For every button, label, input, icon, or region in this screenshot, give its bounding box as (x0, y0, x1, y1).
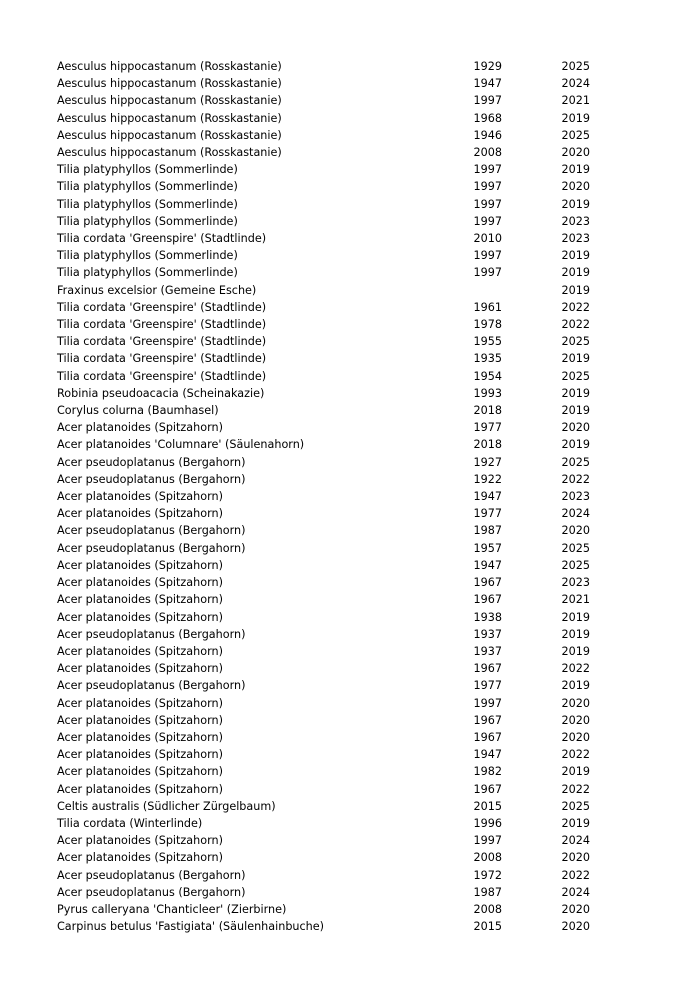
table-row (57, 333, 590, 350)
cell-checked-year: 2023 (561, 576, 590, 590)
cell-species: Acer platanoides (Spitzahorn) (57, 593, 223, 607)
cell-species: Aesculus hippocastanum (Rosskastanie) (57, 146, 282, 160)
cell-checked-year: 2020 (561, 146, 590, 160)
cell-species: Acer platanoides (Spitzahorn) (57, 490, 223, 504)
cell-species: Acer platanoides 'Columnare' (Säulenahorn) (57, 438, 305, 452)
cell-planted-year: 1967 (473, 576, 502, 590)
cell-checked-year: 2025 (561, 541, 590, 555)
table-row (57, 746, 590, 763)
cell-planted-year: 1997 (473, 94, 502, 108)
cell-species: Acer pseudoplatanus (Bergahorn) (57, 885, 246, 899)
cell-checked-year: 2019 (561, 197, 590, 211)
cell-planted-year: 2008 (473, 902, 502, 916)
cell-planted-year: 1997 (473, 163, 502, 177)
cell-checked-year: 2019 (561, 438, 590, 452)
cell-checked-year: 2020 (561, 730, 590, 744)
cell-species: Acer platanoides (Spitzahorn) (57, 696, 223, 710)
cell-checked-year: 2024 (561, 834, 590, 848)
cell-checked-year: 2022 (561, 300, 590, 314)
table-row (57, 712, 590, 729)
table-row (57, 127, 590, 144)
cell-checked-year: 2019 (561, 765, 590, 779)
cell-species: Corylus colurna (Baumhasel) (57, 404, 219, 418)
table-row (57, 178, 590, 195)
cell-checked-year: 2022 (561, 662, 590, 676)
cell-checked-year: 2019 (561, 644, 590, 658)
cell-species: Acer pseudoplatanus (Bergahorn) (57, 679, 246, 693)
cell-checked-year: 2025 (561, 369, 590, 383)
table-row (57, 729, 590, 746)
cell-planted-year: 1947 (473, 490, 502, 504)
table-row (57, 350, 590, 367)
table-row (57, 144, 590, 161)
cell-planted-year: 1977 (473, 421, 502, 435)
cell-planted-year: 1997 (473, 834, 502, 848)
cell-checked-year: 2019 (561, 627, 590, 641)
cell-checked-year: 2022 (561, 868, 590, 882)
table-row (57, 213, 590, 230)
table-row (57, 282, 590, 299)
cell-checked-year: 2023 (561, 214, 590, 228)
table-row (57, 247, 590, 264)
cell-planted-year: 1927 (473, 455, 502, 469)
cell-planted-year: 2015 (473, 920, 502, 934)
table-row (57, 763, 590, 780)
cell-checked-year: 2019 (561, 679, 590, 693)
cell-species: Aesculus hippocastanum (Rosskastanie) (57, 111, 282, 125)
cell-species: Acer platanoides (Spitzahorn) (57, 834, 223, 848)
table-row (57, 264, 590, 281)
cell-species: Acer platanoides (Spitzahorn) (57, 765, 223, 779)
cell-planted-year: 1922 (473, 472, 502, 486)
cell-planted-year: 1935 (473, 352, 502, 366)
cell-planted-year: 1947 (473, 77, 502, 91)
cell-species: Acer platanoides (Spitzahorn) (57, 713, 223, 727)
table-row (57, 471, 590, 488)
cell-species: Acer platanoides (Spitzahorn) (57, 782, 223, 796)
cell-planted-year: 1947 (473, 748, 502, 762)
cell-species: Aesculus hippocastanum (Rosskastanie) (57, 77, 282, 91)
cell-planted-year: 1967 (473, 730, 502, 744)
table-row (57, 901, 590, 918)
cell-checked-year: 2019 (561, 610, 590, 624)
cell-species: Tilia platyphyllos (Sommerlinde) (57, 197, 238, 211)
cell-species: Tilia platyphyllos (Sommerlinde) (57, 180, 238, 194)
cell-species: Acer platanoides (Spitzahorn) (57, 576, 223, 590)
cell-planted-year (407, 282, 502, 299)
cell-planted-year: 1997 (473, 214, 502, 228)
table-body (57, 58, 590, 935)
cell-checked-year: 2022 (561, 472, 590, 486)
cell-planted-year: 1977 (473, 679, 502, 693)
cell-checked-year: 2022 (561, 782, 590, 796)
cell-species: Tilia cordata 'Greenspire' (Stadtlinde) (57, 300, 267, 314)
cell-species: Acer pseudoplatanus (Bergahorn) (57, 472, 246, 486)
table-row (57, 574, 590, 591)
table-row (57, 385, 590, 402)
cell-checked-year: 2019 (561, 404, 590, 418)
cell-species: Aesculus hippocastanum (Rosskastanie) (57, 60, 282, 73)
cell-planted-year: 1978 (473, 318, 502, 332)
cell-planted-year: 1967 (473, 782, 502, 796)
table-row (57, 643, 590, 660)
cell-species: Acer platanoides (Spitzahorn) (57, 644, 223, 658)
table-row (57, 815, 590, 832)
cell-species: Acer pseudoplatanus (Bergahorn) (57, 541, 246, 555)
cell-checked-year: 2020 (561, 920, 590, 934)
cell-planted-year: 2015 (473, 799, 502, 813)
table-row (57, 884, 590, 901)
cell-planted-year: 1996 (473, 816, 502, 830)
table-row (57, 677, 590, 694)
cell-checked-year: 2025 (561, 128, 590, 142)
cell-species: Tilia cordata 'Greenspire' (Stadtlinde) (57, 318, 267, 332)
cell-planted-year: 2008 (473, 146, 502, 160)
table-row (57, 161, 590, 178)
cell-species: Tilia platyphyllos (Sommerlinde) (57, 163, 238, 177)
cell-checked-year: 2020 (561, 902, 590, 916)
table-row (57, 505, 590, 522)
cell-species: Aesculus hippocastanum (Rosskastanie) (57, 128, 282, 142)
cell-species: Acer platanoides (Spitzahorn) (57, 610, 223, 624)
cell-planted-year: 1937 (473, 644, 502, 658)
table-row (57, 591, 590, 608)
cell-checked-year: 2025 (561, 335, 590, 349)
cell-checked-year: 2019 (561, 283, 590, 297)
cell-planted-year: 2018 (473, 438, 502, 452)
cell-planted-year: 1982 (473, 765, 502, 779)
cell-checked-year: 2025 (561, 60, 590, 73)
cell-planted-year: 1937 (473, 627, 502, 641)
table-row (57, 626, 590, 643)
table-row (57, 798, 590, 815)
cell-planted-year: 1955 (473, 335, 502, 349)
cell-checked-year: 2022 (561, 748, 590, 762)
cell-checked-year: 2025 (561, 455, 590, 469)
cell-species: Acer platanoides (Spitzahorn) (57, 730, 223, 744)
cell-species: Tilia platyphyllos (Sommerlinde) (57, 249, 238, 263)
table-row (57, 368, 590, 385)
cell-species: Aesculus hippocastanum (Rosskastanie) (57, 94, 282, 108)
cell-species: Tilia cordata 'Greenspire' (Stadtlinde) (57, 335, 267, 349)
cell-checked-year: 2020 (561, 524, 590, 538)
cell-checked-year: 2019 (561, 266, 590, 280)
cell-species: Tilia platyphyllos (Sommerlinde) (57, 214, 238, 228)
cell-checked-year: 2024 (561, 885, 590, 899)
cell-planted-year: 1946 (473, 128, 502, 142)
cell-species: Acer pseudoplatanus (Bergahorn) (57, 524, 246, 538)
cell-species: Acer pseudoplatanus (Bergahorn) (57, 627, 246, 641)
cell-checked-year: 2024 (561, 507, 590, 521)
cell-species: Acer platanoides (Spitzahorn) (57, 507, 223, 521)
table-row (57, 196, 590, 213)
table-row (57, 609, 590, 626)
cell-checked-year: 2019 (561, 816, 590, 830)
tree-inventory-table (57, 58, 590, 935)
table-row (57, 110, 590, 127)
cell-planted-year: 1993 (473, 386, 502, 400)
cell-checked-year: 2022 (561, 318, 590, 332)
cell-checked-year: 2025 (561, 799, 590, 813)
cell-checked-year: 2019 (561, 163, 590, 177)
cell-checked-year: 2021 (561, 593, 590, 607)
cell-species: Acer platanoides (Spitzahorn) (57, 748, 223, 762)
cell-planted-year: 1929 (473, 60, 502, 73)
cell-planted-year: 1967 (473, 713, 502, 727)
table-row (57, 436, 590, 453)
cell-planted-year: 1957 (473, 541, 502, 555)
cell-checked-year: 2021 (561, 94, 590, 108)
cell-planted-year: 2018 (473, 404, 502, 418)
table-row (57, 75, 590, 92)
table-row (57, 557, 590, 574)
cell-species: Tilia platyphyllos (Sommerlinde) (57, 266, 238, 280)
table-row (57, 488, 590, 505)
cell-species: Pyrus calleryana 'Chanticleer' (Zierbirne) (57, 902, 287, 916)
cell-species: Robinia pseudoacacia (Scheinakazie) (57, 386, 265, 400)
cell-checked-year: 2019 (561, 249, 590, 263)
table-row (57, 92, 590, 109)
cell-species: Tilia cordata (Winterlinde) (57, 816, 203, 830)
cell-checked-year: 2019 (561, 386, 590, 400)
cell-species: Acer pseudoplatanus (Bergahorn) (57, 868, 246, 882)
cell-planted-year: 1987 (473, 524, 502, 538)
cell-species: Celtis australis (Südlicher Zürgelbaum) (57, 799, 276, 813)
cell-planted-year: 1972 (473, 868, 502, 882)
cell-species: Acer platanoides (Spitzahorn) (57, 421, 223, 435)
table-row (57, 849, 590, 866)
cell-planted-year: 1967 (473, 593, 502, 607)
cell-species: Tilia cordata 'Greenspire' (Stadtlinde) (57, 369, 267, 383)
cell-planted-year: 1968 (473, 111, 502, 125)
cell-planted-year: 1997 (473, 197, 502, 211)
cell-planted-year: 1997 (473, 180, 502, 194)
table-row (57, 230, 590, 247)
cell-species: Tilia cordata 'Greenspire' (Stadtlinde) (57, 352, 267, 366)
cell-species: Carpinus betulus 'Fastigiata' (Säulenhainbuche) (57, 920, 325, 934)
cell-planted-year: 1967 (473, 662, 502, 676)
cell-checked-year: 2024 (561, 77, 590, 91)
cell-planted-year: 1938 (473, 610, 502, 624)
table-row (57, 832, 590, 849)
table-row (57, 695, 590, 712)
cell-planted-year: 1997 (473, 249, 502, 263)
table-row (57, 419, 590, 436)
cell-species: Tilia cordata 'Greenspire' (Stadtlinde) (57, 232, 267, 246)
table-row (57, 540, 590, 557)
cell-species: Acer platanoides (Spitzahorn) (57, 851, 223, 865)
table-row (57, 918, 590, 935)
table-row (57, 781, 590, 798)
cell-checked-year: 2020 (561, 851, 590, 865)
cell-species: Acer pseudoplatanus (Bergahorn) (57, 455, 246, 469)
cell-checked-year: 2020 (561, 696, 590, 710)
table-row (57, 867, 590, 884)
table-row (57, 660, 590, 677)
cell-species: Acer platanoides (Spitzahorn) (57, 558, 223, 572)
cell-planted-year: 1987 (473, 885, 502, 899)
table-row (57, 522, 590, 539)
cell-planted-year: 1954 (473, 369, 502, 383)
cell-planted-year: 1961 (473, 300, 502, 314)
cell-planted-year: 1977 (473, 507, 502, 521)
table-row (57, 299, 590, 316)
cell-checked-year: 2020 (561, 421, 590, 435)
table-row (57, 402, 590, 419)
table-row (57, 58, 590, 75)
cell-checked-year: 2020 (561, 180, 590, 194)
table-row (57, 454, 590, 471)
cell-checked-year: 2023 (561, 232, 590, 246)
cell-species: Fraxinus excelsior (Gemeine Esche) (57, 283, 257, 297)
cell-checked-year: 2020 (561, 713, 590, 727)
cell-planted-year: 1997 (473, 696, 502, 710)
cell-checked-year: 2019 (561, 352, 590, 366)
cell-planted-year: 1997 (473, 266, 502, 280)
cell-checked-year: 2023 (561, 490, 590, 504)
cell-species: Acer platanoides (Spitzahorn) (57, 662, 223, 676)
table-row (57, 316, 590, 333)
cell-checked-year: 2019 (561, 111, 590, 125)
cell-planted-year: 2010 (473, 232, 502, 246)
cell-checked-year: 2025 (561, 558, 590, 572)
cell-planted-year: 1947 (473, 558, 502, 572)
cell-planted-year: 2008 (473, 851, 502, 865)
